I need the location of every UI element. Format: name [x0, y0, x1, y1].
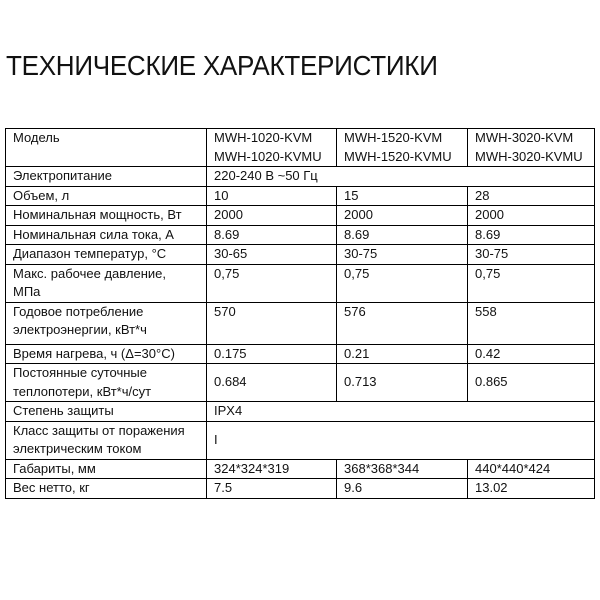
cell-value: 28 — [475, 187, 490, 203]
row-label-model — [6, 129, 207, 167]
value-cell — [207, 245, 337, 265]
row-label-text: Годовое потребление — [13, 303, 144, 319]
value-cell — [207, 264, 337, 302]
row-label-text: Степень защиты — [13, 403, 114, 418]
row-label — [6, 245, 207, 265]
table-row-shock-protection-class — [6, 421, 595, 459]
cell-value: 2000 — [214, 207, 243, 222]
cell-value: IPX4 — [214, 403, 243, 418]
row-label-text: Электропитание — [13, 168, 112, 183]
value-cell — [337, 264, 468, 302]
row-label-text: электроэнергии, кВт*ч — [13, 322, 147, 337]
value-cell — [468, 225, 595, 245]
cell-value: 10 — [214, 187, 229, 203]
cell-value: 13.02 — [475, 480, 508, 495]
cell-value: 2000 — [475, 207, 504, 222]
value-cell — [207, 344, 337, 364]
value-cell — [337, 206, 468, 226]
cell-value: 570 — [214, 303, 236, 319]
model-name: MWH-1020-KVMU — [214, 148, 322, 164]
row-label-text: Диапазон температур, °С — [13, 246, 167, 261]
model-cell-1 — [207, 129, 337, 167]
row-label — [6, 344, 207, 364]
cell-value: 0,75 — [475, 265, 501, 281]
row-label-text: Вес нетто, кг — [13, 480, 90, 495]
cell-value: 9.6 — [344, 480, 363, 495]
value-cell — [468, 186, 595, 206]
value-cell — [337, 479, 468, 499]
cell-value: 0.684 — [214, 374, 247, 390]
cell-value: 368*368*344 — [344, 460, 420, 476]
model-name: MWH-3020-KVMU — [475, 148, 583, 164]
cell-value: 558 — [475, 303, 497, 319]
row-label-text: Макс. рабочее давление, — [13, 265, 166, 281]
model-cell-3 — [468, 129, 595, 167]
row-label — [6, 421, 207, 459]
model-name: MWH-1020-KVM — [214, 130, 313, 145]
table-header-row — [6, 129, 595, 167]
table-row-rated-current — [6, 225, 595, 245]
value-cell — [337, 225, 468, 245]
merged-value-cell — [207, 402, 595, 422]
table-row-annual-consumption — [6, 302, 595, 344]
model-name: MWH-1520-KVM — [344, 130, 443, 145]
value-cell — [468, 479, 595, 499]
row-label-text: Постоянные суточные — [13, 365, 147, 380]
value-cell — [207, 186, 337, 206]
cell-value: I — [214, 431, 218, 447]
cell-value: 0.21 — [344, 345, 370, 361]
table-row-heating-time — [6, 344, 595, 364]
value-cell — [468, 459, 595, 479]
cell-value: 0,75 — [214, 265, 240, 281]
row-label-text: Номинальная мощность, Вт — [13, 207, 182, 222]
row-label-text: Габариты, мм — [13, 460, 96, 476]
cell-value: 0.865 — [475, 374, 508, 390]
value-cell — [468, 302, 595, 344]
cell-value: 8.69 — [344, 226, 370, 242]
value-cell — [207, 302, 337, 344]
value-cell — [337, 302, 468, 344]
table-row-dimensions — [6, 459, 595, 479]
table-row-power-supply — [6, 167, 595, 187]
row-label — [6, 206, 207, 226]
cell-value: 30-65 — [214, 246, 248, 261]
row-label — [6, 364, 207, 402]
row-label-text: Время нагрева, ч (Δ=30°С) — [13, 345, 175, 361]
table-row-temperature-range — [6, 245, 595, 265]
cell-value: 0.42 — [475, 345, 501, 361]
value-cell — [337, 459, 468, 479]
model-cell-2 — [337, 129, 468, 167]
row-label — [6, 459, 207, 479]
cell-value: 0.713 — [344, 374, 377, 390]
cell-value: 30-75 — [475, 246, 509, 261]
cell-value: 8.69 — [475, 226, 501, 242]
row-label-text: электрическим током — [13, 441, 142, 456]
cell-value: 0.175 — [214, 345, 247, 361]
row-label — [6, 225, 207, 245]
merged-value-cell — [207, 167, 595, 187]
row-label — [6, 167, 207, 187]
value-cell — [337, 344, 468, 364]
table-row-max-pressure — [6, 264, 595, 302]
row-label — [6, 264, 207, 302]
value-cell — [207, 225, 337, 245]
value-cell — [468, 344, 595, 364]
cell-value: 7.5 — [214, 480, 233, 495]
page-title: ТЕХНИЧЕСКИЕ ХАРАКТЕРИСТИКИ — [6, 50, 438, 81]
cell-value: 30-75 — [344, 246, 378, 261]
table-row-rated-power — [6, 206, 595, 226]
model-name: MWH-3020-KVM — [475, 130, 574, 145]
value-cell — [207, 206, 337, 226]
model-name: MWH-1520-KVMU — [344, 148, 452, 164]
row-label-text: теплопотери, кВт*ч/сут — [13, 383, 152, 399]
row-label-text: Объем, л — [13, 187, 70, 203]
value-cell — [337, 364, 468, 402]
value-cell — [468, 245, 595, 265]
row-label — [6, 402, 207, 422]
cell-value: 0,75 — [344, 265, 370, 281]
row-label-text: Номинальная сила тока, А — [13, 226, 174, 242]
value-cell — [468, 206, 595, 226]
cell-value: 220-240 В ~50 Гц — [214, 168, 318, 183]
cell-value: 324*324*319 — [214, 460, 290, 476]
cell-value: 2000 — [344, 207, 373, 222]
value-cell — [207, 459, 337, 479]
table-row-volume — [6, 186, 595, 206]
value-cell — [337, 245, 468, 265]
value-cell — [468, 364, 595, 402]
row-label-text: МПа — [13, 284, 41, 299]
row-label — [6, 186, 207, 206]
cell-value: 15 — [344, 187, 359, 203]
specifications-table — [5, 128, 595, 499]
cell-value: 576 — [344, 303, 366, 319]
row-label — [6, 479, 207, 499]
table-row-heat-loss — [6, 364, 595, 402]
value-cell — [207, 364, 337, 402]
value-cell — [207, 479, 337, 499]
value-cell — [468, 264, 595, 302]
table-row-net-weight — [6, 479, 595, 499]
table-row-protection-degree — [6, 402, 595, 422]
merged-value-cell — [207, 421, 595, 459]
row-label-text: Класс защиты от поражения — [13, 422, 185, 438]
row-label — [6, 302, 207, 344]
model-label: Модель — [13, 130, 60, 145]
value-cell — [337, 186, 468, 206]
cell-value: 8.69 — [214, 226, 240, 242]
cell-value: 440*440*424 — [475, 460, 551, 476]
